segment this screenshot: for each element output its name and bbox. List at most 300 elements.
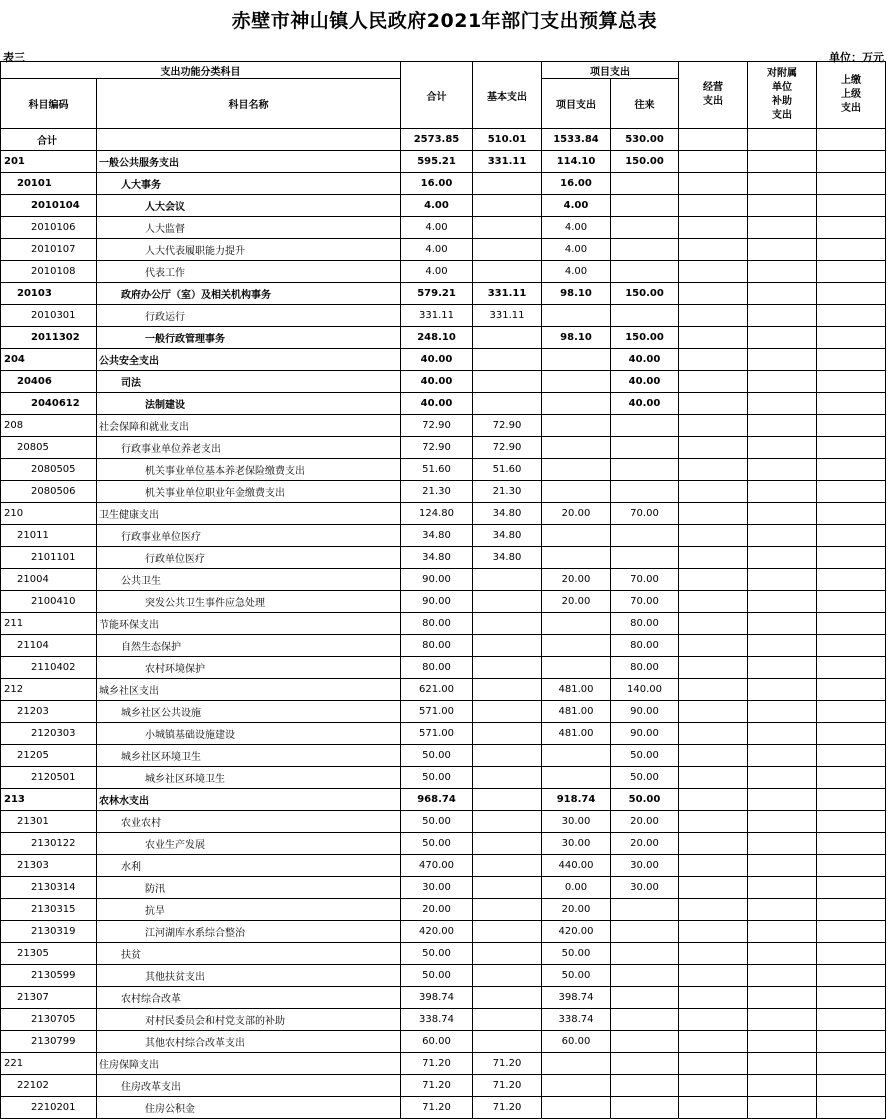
cell-name: 农林水支出 <box>97 789 401 811</box>
cell-remit <box>817 635 886 657</box>
cell-basic <box>473 723 542 745</box>
cell-remit <box>817 1031 886 1053</box>
cell-project <box>542 745 611 767</box>
cell-remit <box>817 437 886 459</box>
table-row <box>1 525 886 547</box>
cell-basic <box>473 239 542 261</box>
cell-total: 50.00 <box>401 943 473 965</box>
cell-operating <box>679 547 748 569</box>
table-row <box>1 437 886 459</box>
page-title: 赤壁市神山镇人民政府2021年部门支出预算总表 <box>231 10 658 32</box>
cell-name: 节能环保支出 <box>97 613 401 635</box>
cell-wanglai: 530.00 <box>611 129 679 151</box>
cell-subsidy <box>748 789 817 811</box>
cell-operating <box>679 591 748 613</box>
cell-subsidy <box>748 635 817 657</box>
cell-operating <box>679 261 748 283</box>
cell-name: 行政运行 <box>97 305 401 327</box>
cell-code: 2130314 <box>1 877 97 899</box>
cell-basic <box>473 195 542 217</box>
cell-remit <box>817 987 886 1009</box>
cell-code: 2210201 <box>1 1097 97 1119</box>
cell-total: 34.80 <box>401 547 473 569</box>
cell-basic <box>473 987 542 1009</box>
cell-operating <box>679 899 748 921</box>
cell-subsidy <box>748 833 817 855</box>
cell-project: 4.00 <box>542 239 611 261</box>
cell-wanglai: 50.00 <box>611 789 679 811</box>
cell-operating <box>679 371 748 393</box>
cell-project: 4.00 <box>542 217 611 239</box>
cell-basic <box>473 261 542 283</box>
cell-remit <box>817 283 886 305</box>
table-row <box>1 129 886 151</box>
cell-subsidy <box>748 283 817 305</box>
cell-code: 204 <box>1 349 97 371</box>
cell-project: 440.00 <box>542 855 611 877</box>
cell-code: 2011302 <box>1 327 97 349</box>
cell-subsidy <box>748 943 817 965</box>
cell-total: 51.60 <box>401 459 473 481</box>
cell-basic <box>473 173 542 195</box>
cell-total: 40.00 <box>401 371 473 393</box>
table-row <box>1 943 886 965</box>
cell-basic <box>473 569 542 591</box>
cell-basic <box>473 349 542 371</box>
cell-remit <box>817 327 886 349</box>
cell-total: 20.00 <box>401 899 473 921</box>
cell-code: 2101101 <box>1 547 97 569</box>
cell-basic: 71.20 <box>473 1075 542 1097</box>
cell-wanglai: 70.00 <box>611 569 679 591</box>
cell-operating <box>679 327 748 349</box>
cell-wanglai <box>611 525 679 547</box>
cell-name: 一般行政管理事务 <box>97 327 401 349</box>
cell-total: 71.20 <box>401 1075 473 1097</box>
cell-subsidy <box>748 591 817 613</box>
cell-wanglai <box>611 1097 679 1119</box>
cell-total: 571.00 <box>401 723 473 745</box>
cell-subsidy <box>748 217 817 239</box>
cell-project <box>542 481 611 503</box>
cell-total: 40.00 <box>401 393 473 415</box>
table-row <box>1 459 886 481</box>
cell-wanglai: 80.00 <box>611 657 679 679</box>
cell-code: 213 <box>1 789 97 811</box>
cell-code: 210 <box>1 503 97 525</box>
cell-name: 行政事业单位养老支出 <box>97 437 401 459</box>
cell-code: 2110402 <box>1 657 97 679</box>
cell-total: 571.00 <box>401 701 473 723</box>
cell-basic <box>473 1031 542 1053</box>
cell-total: 420.00 <box>401 921 473 943</box>
table-row <box>1 613 886 635</box>
wanglai-header: 往来 <box>611 79 679 129</box>
cell-operating <box>679 349 748 371</box>
cell-name: 住房改革支出 <box>97 1075 401 1097</box>
header-row-1 <box>1 62 886 79</box>
table-row <box>1 415 886 437</box>
cell-operating <box>679 745 748 767</box>
cell-total: 338.74 <box>401 1009 473 1031</box>
cell-code: 21301 <box>1 811 97 833</box>
cell-remit <box>817 679 886 701</box>
cell-wanglai: 140.00 <box>611 679 679 701</box>
cell-project: 60.00 <box>542 1031 611 1053</box>
cell-name: 农村环境保护 <box>97 657 401 679</box>
table-row <box>1 899 886 921</box>
cell-project: 20.00 <box>542 569 611 591</box>
cell-wanglai <box>611 173 679 195</box>
cell-basic <box>473 701 542 723</box>
cell-code: 2010106 <box>1 217 97 239</box>
table-row <box>1 371 886 393</box>
table-row <box>1 195 886 217</box>
cell-total: 248.10 <box>401 327 473 349</box>
cell-operating <box>679 1009 748 1031</box>
cell-operating <box>679 701 748 723</box>
table-row <box>1 745 886 767</box>
cell-operating <box>679 393 748 415</box>
cell-basic <box>473 217 542 239</box>
category-group-header: 支出功能分类科目 <box>1 62 401 79</box>
cell-wanglai: 150.00 <box>611 327 679 349</box>
cell-code: 2010107 <box>1 239 97 261</box>
cell-basic <box>473 613 542 635</box>
cell-operating <box>679 1097 748 1119</box>
cell-code: 2010108 <box>1 261 97 283</box>
cell-total: 16.00 <box>401 173 473 195</box>
table-row <box>1 393 886 415</box>
cell-operating <box>679 239 748 261</box>
cell-project <box>542 635 611 657</box>
cell-project: 481.00 <box>542 723 611 745</box>
cell-subsidy <box>748 1075 817 1097</box>
cell-subsidy <box>748 503 817 525</box>
cell-name: 人大代表履职能力提升 <box>97 239 401 261</box>
cell-wanglai: 70.00 <box>611 503 679 525</box>
cell-basic: 72.90 <box>473 437 542 459</box>
cell-subsidy <box>748 811 817 833</box>
cell-project: 98.10 <box>542 283 611 305</box>
cell-total: 579.21 <box>401 283 473 305</box>
cell-remit <box>817 393 886 415</box>
cell-name <box>97 129 401 151</box>
cell-project: 30.00 <box>542 811 611 833</box>
unit-label: 单位：万元 <box>829 51 884 64</box>
cell-project <box>542 437 611 459</box>
name-header: 科目名称 <box>97 79 401 129</box>
cell-code: 2130319 <box>1 921 97 943</box>
cell-basic: 21.30 <box>473 481 542 503</box>
cell-basic <box>473 899 542 921</box>
cell-basic: 34.80 <box>473 547 542 569</box>
cell-basic <box>473 679 542 701</box>
cell-wanglai <box>611 943 679 965</box>
cell-wanglai: 30.00 <box>611 855 679 877</box>
cell-subsidy <box>748 371 817 393</box>
cell-total: 90.00 <box>401 591 473 613</box>
cell-subsidy <box>748 173 817 195</box>
cell-name: 自然生态保护 <box>97 635 401 657</box>
cell-code: 2080505 <box>1 459 97 481</box>
cell-name: 司法 <box>97 371 401 393</box>
cell-operating <box>679 1075 748 1097</box>
cell-operating <box>679 921 748 943</box>
cell-remit <box>817 1075 886 1097</box>
cell-code: 2010104 <box>1 195 97 217</box>
cell-name: 行政事业单位医疗 <box>97 525 401 547</box>
cell-project: 20.00 <box>542 899 611 921</box>
cell-subsidy <box>748 921 817 943</box>
cell-total: 50.00 <box>401 811 473 833</box>
cell-project <box>542 525 611 547</box>
table-row <box>1 1097 886 1119</box>
cell-wanglai <box>611 195 679 217</box>
cell-remit <box>817 965 886 987</box>
cell-remit <box>817 239 886 261</box>
cell-operating <box>679 525 748 547</box>
cell-remit <box>817 921 886 943</box>
cell-name: 城乡社区支出 <box>97 679 401 701</box>
cell-operating <box>679 305 748 327</box>
cell-remit <box>817 767 886 789</box>
cell-project: 4.00 <box>542 261 611 283</box>
cell-project: 20.00 <box>542 591 611 613</box>
table-row <box>1 503 886 525</box>
cell-remit <box>817 481 886 503</box>
cell-code: 2130705 <box>1 1009 97 1031</box>
cell-total: 80.00 <box>401 613 473 635</box>
cell-subsidy <box>748 679 817 701</box>
cell-basic: 71.20 <box>473 1097 542 1119</box>
cell-subsidy <box>748 393 817 415</box>
cell-operating <box>679 1053 748 1075</box>
cell-operating <box>679 195 748 217</box>
cell-remit <box>817 195 886 217</box>
cell-subsidy <box>748 547 817 569</box>
project-header: 项目支出 <box>542 79 611 129</box>
cell-name: 机关事业单位基本养老保险缴费支出 <box>97 459 401 481</box>
cell-subsidy <box>748 305 817 327</box>
cell-code: 2010301 <box>1 305 97 327</box>
cell-subsidy <box>748 349 817 371</box>
table-row <box>1 965 886 987</box>
cell-name: 突发公共卫生事件应急处理 <box>97 591 401 613</box>
cell-project <box>542 371 611 393</box>
cell-project <box>542 459 611 481</box>
table-row <box>1 657 886 679</box>
cell-name: 社会保障和就业支出 <box>97 415 401 437</box>
cell-name: 机关事业单位职业年金缴费支出 <box>97 481 401 503</box>
cell-operating <box>679 151 748 173</box>
cell-operating <box>679 943 748 965</box>
cell-remit <box>817 459 886 481</box>
cell-project: 98.10 <box>542 327 611 349</box>
cell-basic <box>473 943 542 965</box>
cell-total: 40.00 <box>401 349 473 371</box>
cell-code: 21011 <box>1 525 97 547</box>
cell-total: 71.20 <box>401 1097 473 1119</box>
cell-subsidy <box>748 327 817 349</box>
cell-total: 4.00 <box>401 195 473 217</box>
table-row <box>1 283 886 305</box>
cell-remit <box>817 877 886 899</box>
cell-wanglai <box>611 261 679 283</box>
cell-total: 21.30 <box>401 481 473 503</box>
cell-wanglai <box>611 1031 679 1053</box>
table-row <box>1 723 886 745</box>
cell-name: 住房保障支出 <box>97 1053 401 1075</box>
cell-name: 人大事务 <box>97 173 401 195</box>
cell-wanglai <box>611 547 679 569</box>
cell-subsidy <box>748 525 817 547</box>
cell-total: 71.20 <box>401 1053 473 1075</box>
cell-operating <box>679 811 748 833</box>
cell-remit <box>817 151 886 173</box>
cell-project <box>542 349 611 371</box>
cell-total: 72.90 <box>401 437 473 459</box>
cell-operating <box>679 877 748 899</box>
cell-project <box>542 1053 611 1075</box>
cell-remit <box>817 371 886 393</box>
cell-code: 2040612 <box>1 393 97 415</box>
cell-project: 338.74 <box>542 1009 611 1031</box>
cell-subsidy <box>748 767 817 789</box>
cell-subsidy <box>748 129 817 151</box>
remit-header <box>817 62 886 129</box>
table-row <box>1 1053 886 1075</box>
cell-code: 20103 <box>1 283 97 305</box>
table-row <box>1 987 886 1009</box>
cell-remit <box>817 833 886 855</box>
cell-project <box>542 1075 611 1097</box>
cell-name: 抗旱 <box>97 899 401 921</box>
cell-basic: 34.80 <box>473 525 542 547</box>
table-row <box>1 591 886 613</box>
budget-table <box>0 61 886 1119</box>
cell-total: 90.00 <box>401 569 473 591</box>
cell-subsidy <box>748 239 817 261</box>
cell-total: 331.11 <box>401 305 473 327</box>
cell-operating <box>679 415 748 437</box>
table-row <box>1 635 886 657</box>
cell-name: 小城镇基础设施建设 <box>97 723 401 745</box>
cell-wanglai <box>611 437 679 459</box>
code-header: 科目编码 <box>1 79 97 129</box>
table-row <box>1 921 886 943</box>
cell-code: 22102 <box>1 1075 97 1097</box>
cell-name: 公共卫生 <box>97 569 401 591</box>
cell-wanglai <box>611 921 679 943</box>
cell-wanglai <box>611 965 679 987</box>
cell-project: 114.10 <box>542 151 611 173</box>
cell-wanglai: 90.00 <box>611 723 679 745</box>
cell-name: 行政单位医疗 <box>97 547 401 569</box>
cell-name: 其他农村综合改革支出 <box>97 1031 401 1053</box>
cell-name: 住房公积金 <box>97 1097 401 1119</box>
cell-basic <box>473 371 542 393</box>
table-row <box>1 239 886 261</box>
cell-total: 398.74 <box>401 987 473 1009</box>
cell-wanglai <box>611 1075 679 1097</box>
cell-remit <box>817 349 886 371</box>
cell-operating <box>679 635 748 657</box>
cell-subsidy <box>748 855 817 877</box>
cell-operating <box>679 129 748 151</box>
cell-operating <box>679 657 748 679</box>
cell-code: 21004 <box>1 569 97 591</box>
cell-name: 农业农村 <box>97 811 401 833</box>
cell-wanglai: 50.00 <box>611 745 679 767</box>
cell-project: 398.74 <box>542 987 611 1009</box>
cell-wanglai: 150.00 <box>611 151 679 173</box>
cell-name: 人大会议 <box>97 195 401 217</box>
cell-remit <box>817 569 886 591</box>
cell-code: 21104 <box>1 635 97 657</box>
cell-total: 50.00 <box>401 767 473 789</box>
cell-total: 595.21 <box>401 151 473 173</box>
cell-operating <box>679 679 748 701</box>
table-row <box>1 151 886 173</box>
cell-basic: 72.90 <box>473 415 542 437</box>
cell-name: 扶贫 <box>97 943 401 965</box>
cell-remit <box>817 745 886 767</box>
cell-operating <box>679 173 748 195</box>
cell-remit <box>817 1053 886 1075</box>
cell-name: 公共安全支出 <box>97 349 401 371</box>
cell-code: 208 <box>1 415 97 437</box>
table-row <box>1 217 886 239</box>
cell-operating <box>679 217 748 239</box>
cell-subsidy <box>748 965 817 987</box>
cell-code: 21303 <box>1 855 97 877</box>
table-row <box>1 679 886 701</box>
cell-wanglai: 150.00 <box>611 283 679 305</box>
table-row <box>1 261 886 283</box>
cell-project: 481.00 <box>542 679 611 701</box>
cell-total: 60.00 <box>401 1031 473 1053</box>
cell-basic <box>473 327 542 349</box>
cell-total: 4.00 <box>401 261 473 283</box>
cell-project <box>542 657 611 679</box>
cell-operating <box>679 1031 748 1053</box>
cell-total: 72.90 <box>401 415 473 437</box>
cell-wanglai <box>611 217 679 239</box>
cell-name: 水利 <box>97 855 401 877</box>
cell-name: 其他扶贫支出 <box>97 965 401 987</box>
cell-wanglai: 40.00 <box>611 371 679 393</box>
cell-wanglai: 20.00 <box>611 833 679 855</box>
table-row <box>1 701 886 723</box>
cell-basic: 331.11 <box>473 305 542 327</box>
cell-subsidy <box>748 569 817 591</box>
subsidy-header <box>748 62 817 129</box>
cell-subsidy <box>748 195 817 217</box>
cell-basic <box>473 767 542 789</box>
cell-project: 1533.84 <box>542 129 611 151</box>
cell-project <box>542 767 611 789</box>
operating-header-text: 经营 支出 <box>703 82 723 107</box>
cell-total: 30.00 <box>401 877 473 899</box>
cell-subsidy <box>748 987 817 1009</box>
cell-code: 211 <box>1 613 97 635</box>
cell-code: 21205 <box>1 745 97 767</box>
cell-wanglai <box>611 415 679 437</box>
cell-basic <box>473 811 542 833</box>
cell-basic <box>473 635 542 657</box>
cell-remit <box>817 525 886 547</box>
